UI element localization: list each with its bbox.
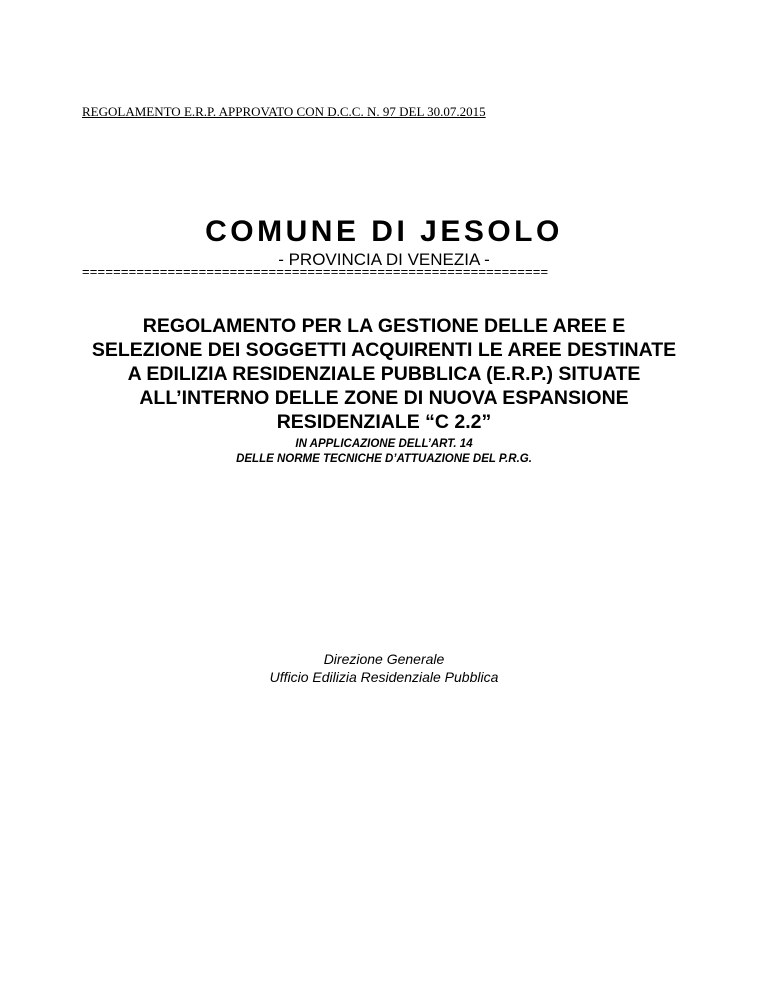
title-line: REGOLAMENTO PER LA GESTIONE DELLE AREE E: [142, 315, 626, 337]
application-line: IN APPLICAZIONE DELL’ART. 14: [295, 438, 473, 450]
province-subtitle: - PROVINCIA DI VENEZIA -: [278, 250, 490, 269]
office-block: [0, 650, 768, 686]
title-line: SELEZIONE DEI SOGGETTI ACQUIRENTI LE AREE DESTINATE: [91, 339, 677, 361]
application-note: [0, 437, 768, 467]
office-unit: Ufficio Edilizia Residenziale Pubblica: [269, 669, 499, 685]
separator-line: ============================================================: [82, 264, 549, 279]
title-line: A EDILIZIA RESIDENZIALE PUBBLICA (E.R.P.) SITUATE: [127, 363, 641, 385]
municipality-name: COMUNE DI JESOLO: [205, 215, 563, 248]
title-line: RESIDENZIALE “C 2.2”: [276, 411, 492, 433]
department-name: Direzione Generale: [323, 651, 445, 667]
approval-note: REGOLAMENTO E.R.P. APPROVATO CON D.C.C. N. 97 DEL 30.07.2015: [82, 104, 486, 119]
application-line: DELLE NORME TECNICHE D’ATTUAZIONE DEL P.R.G.: [236, 453, 532, 465]
title-line: ALL’INTERNO DELLE ZONE DI NUOVA ESPANSIONE: [139, 387, 629, 409]
regulation-title: [40, 314, 728, 434]
